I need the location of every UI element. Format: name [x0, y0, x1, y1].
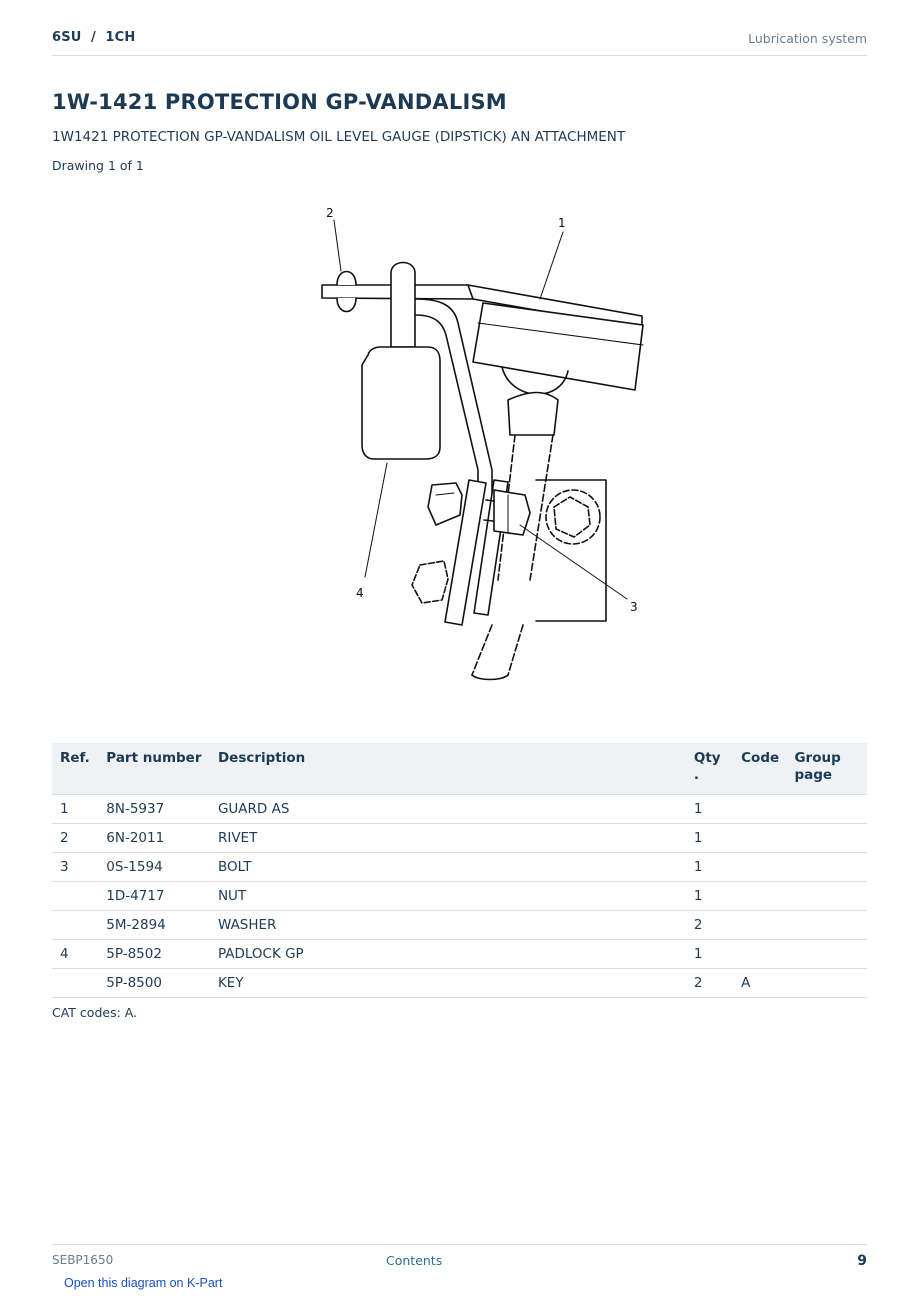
cell-code [733, 795, 786, 824]
cell-description: RIVET [210, 824, 686, 853]
col-part-number: Part number [98, 743, 210, 795]
cell-ref: 2 [52, 824, 98, 853]
cell-ref: 3 [52, 853, 98, 882]
cell-description: BOLT [210, 853, 686, 882]
cell-group-page [786, 824, 867, 853]
cell-part-number: 5P-8500 [98, 969, 210, 998]
contents-link[interactable]: Contents [386, 1253, 443, 1268]
breadcrumb: 6SU / 1CH [52, 30, 136, 45]
cell-code [733, 882, 786, 911]
cell-group-page [786, 969, 867, 998]
cell-description: GUARD AS [210, 795, 686, 824]
cell-group-page [786, 882, 867, 911]
cell-group-page [786, 911, 867, 940]
parts-table [52, 743, 867, 998]
cell-qty: 2 [686, 911, 733, 940]
col-description: Description [210, 743, 686, 795]
cell-code [733, 824, 786, 853]
callout-2: 2 [326, 206, 334, 220]
cell-part-number: 6N-2011 [98, 824, 210, 853]
page-title: 1W-1421 PROTECTION GP-VANDALISM [52, 90, 507, 114]
cell-qty: 1 [686, 795, 733, 824]
cell-part-number: 5P-8502 [98, 940, 210, 969]
cell-code [733, 853, 786, 882]
cell-code [733, 940, 786, 969]
table-row [52, 853, 867, 882]
table-row [52, 824, 867, 853]
cell-ref [52, 969, 98, 998]
cell-ref [52, 911, 98, 940]
cell-description: KEY [210, 969, 686, 998]
callout-4: 4 [356, 586, 364, 600]
table-row [52, 795, 867, 824]
cell-ref [52, 882, 98, 911]
page-subtitle: 1W1421 PROTECTION GP-VANDALISM OIL LEVEL GAUGE (DIPSTICK) AN ATTACHMENT [52, 129, 626, 145]
page-footer [52, 1244, 867, 1274]
table-row [52, 911, 867, 940]
col-group-page: Group page [786, 743, 867, 795]
cell-description: PADLOCK GP [210, 940, 686, 969]
callout-3: 3 [630, 600, 638, 614]
drawing-count: Drawing 1 of 1 [52, 158, 144, 173]
cell-description: WASHER [210, 911, 686, 940]
cell-qty: 1 [686, 882, 733, 911]
cell-part-number: 1D-4717 [98, 882, 210, 911]
table-row [52, 940, 867, 969]
parts-diagram [240, 195, 680, 705]
cell-part-number: 5M-2894 [98, 911, 210, 940]
cell-code: A [733, 969, 786, 998]
cell-part-number: 8N-5937 [98, 795, 210, 824]
table-header-row [52, 743, 867, 795]
cell-group-page [786, 940, 867, 969]
nut-upper [428, 483, 462, 525]
page-header [52, 28, 867, 56]
col-ref: Ref. [52, 743, 98, 795]
section-name: Lubrication system [748, 31, 867, 46]
cell-qty: 2 [686, 969, 733, 998]
hex-fitting [536, 480, 606, 621]
cell-qty: 1 [686, 824, 733, 853]
callout-1: 1 [558, 216, 566, 230]
cell-group-page [786, 853, 867, 882]
document-id: SEBP1650 [52, 1253, 114, 1267]
nut-lower [412, 561, 448, 603]
cell-ref: 1 [52, 795, 98, 824]
cell-code [733, 911, 786, 940]
open-kpart-link[interactable]: Open this diagram on K-Part [64, 1276, 223, 1290]
cell-qty: 1 [686, 853, 733, 882]
cell-part-number: 0S-1594 [98, 853, 210, 882]
cell-group-page [786, 795, 867, 824]
col-qty: Qty . [686, 743, 733, 795]
cell-qty: 1 [686, 940, 733, 969]
table-row [52, 969, 867, 998]
col-code: Code [733, 743, 786, 795]
page-number: 9 [857, 1253, 867, 1269]
table-row [52, 882, 867, 911]
cell-ref: 4 [52, 940, 98, 969]
cat-codes-note: CAT codes: A. [52, 1005, 138, 1020]
cell-description: NUT [210, 882, 686, 911]
